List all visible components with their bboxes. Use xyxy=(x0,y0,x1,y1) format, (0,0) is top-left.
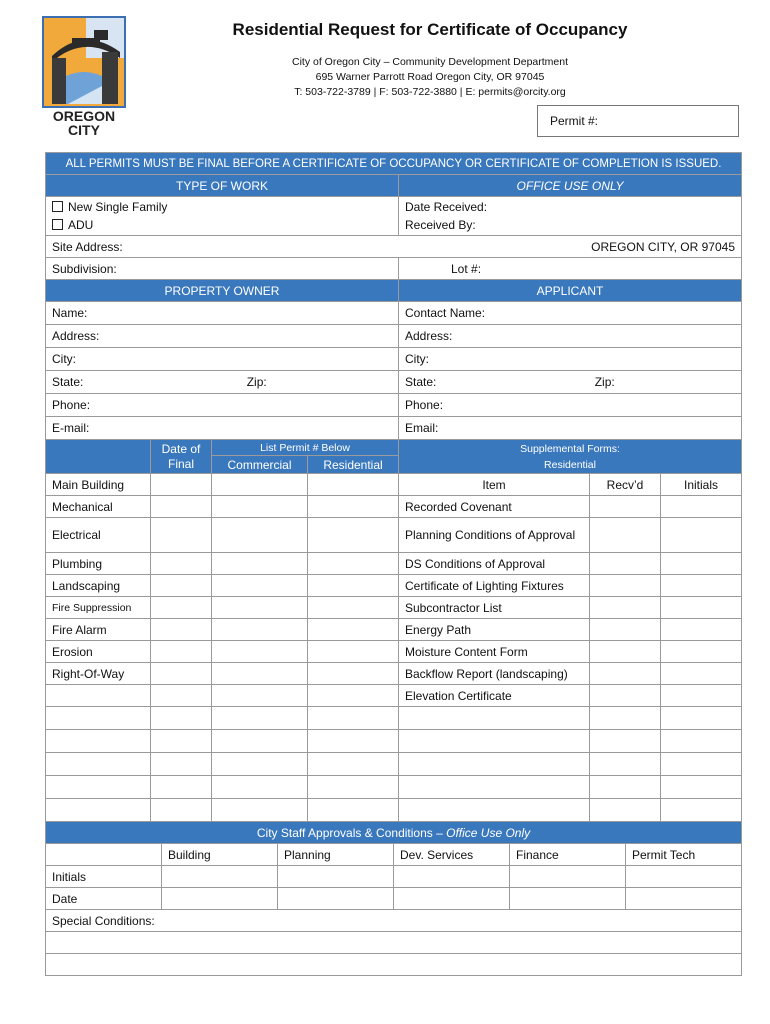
form-body xyxy=(45,152,741,976)
initials-cell[interactable] xyxy=(661,685,742,707)
item-column-header: Item xyxy=(399,474,590,496)
applicant-phone-field[interactable]: Phone: xyxy=(399,394,742,417)
blank-cell[interactable] xyxy=(46,799,151,822)
blank-cell[interactable] xyxy=(308,799,399,822)
planning-column-header: Planning xyxy=(278,844,394,866)
dev-services-column-header: Dev. Services xyxy=(394,844,510,866)
owner-name-field[interactable]: Name: xyxy=(46,302,399,325)
item-backflow-report: Backflow Report (landscaping) xyxy=(399,663,590,685)
commercial-header: Commercial xyxy=(212,456,308,474)
permit-row-blank[interactable] xyxy=(46,685,151,707)
recvd-cell[interactable] xyxy=(590,518,661,553)
work-type-options xyxy=(46,197,399,236)
recvd-cell[interactable] xyxy=(590,597,661,619)
received-by-field[interactable]: Received By: xyxy=(405,218,476,232)
applicant-state-label: State: xyxy=(405,375,437,389)
permit-row-main-building: Main Building xyxy=(46,474,151,496)
recvd-cell[interactable] xyxy=(590,496,661,518)
item-moisture-content: Moisture Content Form xyxy=(399,641,590,663)
item-subcontractor-list: Subcontractor List xyxy=(399,597,590,619)
residential-cell[interactable] xyxy=(308,619,399,641)
date-received-field[interactable]: Date Received: xyxy=(405,200,488,214)
applicant-heading: APPLICANT xyxy=(399,280,742,302)
blank-cell[interactable] xyxy=(212,799,308,822)
building-date-cell[interactable] xyxy=(162,888,278,910)
blank-cell[interactable] xyxy=(399,730,590,753)
applicant-name-field[interactable]: Contact Name: xyxy=(399,302,742,325)
blank-cell[interactable] xyxy=(212,730,308,753)
commercial-cell[interactable] xyxy=(212,685,308,707)
finance-initials-cell[interactable] xyxy=(510,866,626,888)
date-of-final-line1: Date of xyxy=(161,441,201,456)
blank-row xyxy=(46,753,742,776)
permit-row-fire-alarm: Fire Alarm xyxy=(46,619,151,641)
form-title: Residential Request for Certificate of Occupancy xyxy=(232,20,628,39)
applicant-email-field[interactable]: Email: xyxy=(399,417,742,440)
permit-type-header xyxy=(46,440,151,474)
date-cell[interactable] xyxy=(151,641,212,663)
contact-line: T: 503-722-3789 | F: 503-722-3880 | E: permits@orcity.org xyxy=(294,86,566,98)
new-single-family-option[interactable] xyxy=(52,198,392,216)
residential-cell[interactable] xyxy=(308,518,399,553)
blank-cell[interactable] xyxy=(661,707,742,730)
special-conditions-line[interactable] xyxy=(46,954,742,976)
commercial-cell[interactable] xyxy=(212,641,308,663)
permits-table xyxy=(45,439,742,822)
general-info-table xyxy=(45,152,742,440)
residential-header: Residential xyxy=(308,456,399,474)
address-line: 695 Warner Parrott Road Oregon City, OR 97045 xyxy=(315,71,545,83)
blank-cell[interactable] xyxy=(399,776,590,799)
item-elevation-certificate: Elevation Certificate xyxy=(399,685,590,707)
blank-cell[interactable] xyxy=(399,753,590,776)
blank-cell[interactable] xyxy=(661,799,742,822)
initials-cell[interactable] xyxy=(661,553,742,575)
blank-cell[interactable] xyxy=(151,776,212,799)
permit-row-mechanical: Mechanical xyxy=(46,496,151,518)
blank-cell[interactable] xyxy=(151,753,212,776)
permit-row-erosion: Erosion xyxy=(46,641,151,663)
site-city-text: OREGON CITY, OR 97045 xyxy=(591,239,736,254)
site-address-label: Site Address: xyxy=(52,239,123,254)
blank-cell[interactable] xyxy=(46,753,151,776)
blank-cell[interactable] xyxy=(661,776,742,799)
blank-cell[interactable] xyxy=(46,776,151,799)
blank-cell[interactable] xyxy=(399,707,590,730)
department-line: City of Oregon City – Community Development Department xyxy=(291,56,569,68)
recvd-cell[interactable] xyxy=(590,641,661,663)
date-of-final-header xyxy=(151,440,212,474)
recvd-cell[interactable] xyxy=(590,553,661,575)
staff-approvals-heading xyxy=(46,822,742,844)
permit-row-right-of-way: Right-Of-Way xyxy=(46,663,151,685)
date-cell[interactable] xyxy=(151,496,212,518)
supplemental-line2: Residential xyxy=(544,458,596,471)
applicant-zip-label: Zip: xyxy=(594,375,615,389)
staff-corner-cell xyxy=(46,844,162,866)
date-cell[interactable] xyxy=(151,575,212,597)
initials-column-header: Initials xyxy=(661,474,742,496)
blank-cell[interactable] xyxy=(151,730,212,753)
subdivision-field[interactable]: Subdivision: xyxy=(46,258,399,280)
item-energy-path: Energy Path xyxy=(399,619,590,641)
date-cell[interactable] xyxy=(151,553,212,575)
blank-cell[interactable] xyxy=(399,799,590,822)
blank-cell[interactable] xyxy=(151,799,212,822)
owner-phone-field[interactable]: Phone: xyxy=(46,394,399,417)
item-planning-conditions: Planning Conditions of Approval xyxy=(399,518,590,553)
adu-label: ADU xyxy=(68,218,94,232)
permit-tech-initials-cell[interactable] xyxy=(626,866,742,888)
owner-address-field[interactable]: Address: xyxy=(46,325,399,348)
svg-text:CITY: CITY xyxy=(68,122,100,138)
residential-cell[interactable] xyxy=(308,685,399,707)
blank-cell[interactable] xyxy=(308,776,399,799)
date-cell[interactable] xyxy=(151,597,212,619)
commercial-cell[interactable] xyxy=(212,619,308,641)
date-cell[interactable] xyxy=(151,619,212,641)
initials-cell[interactable] xyxy=(661,518,742,553)
blank-cell[interactable] xyxy=(308,730,399,753)
blank-cell[interactable] xyxy=(590,799,661,822)
supplemental-forms-header xyxy=(399,440,742,474)
item-recorded-covenant: Recorded Covenant xyxy=(399,496,590,518)
blank-cell[interactable] xyxy=(590,730,661,753)
list-permit-header: List Permit # Below xyxy=(212,440,399,456)
residential-cell[interactable] xyxy=(308,641,399,663)
initials-cell[interactable] xyxy=(661,496,742,518)
recvd-cell[interactable] xyxy=(590,619,661,641)
residential-cell[interactable] xyxy=(308,575,399,597)
oregon-city-logo xyxy=(42,16,126,138)
blank-cell[interactable] xyxy=(661,753,742,776)
dev-services-initials-cell[interactable] xyxy=(394,866,510,888)
adu-checkbox[interactable] xyxy=(52,219,63,230)
date-cell[interactable] xyxy=(151,474,212,496)
permit-row-plumbing: Plumbing xyxy=(46,553,151,575)
blank-cell[interactable] xyxy=(212,776,308,799)
permit-row-fire-suppression: Fire Suppression xyxy=(46,597,151,619)
owner-city-field[interactable]: City: xyxy=(46,348,399,371)
initials-cell[interactable] xyxy=(661,575,742,597)
commercial-cell[interactable] xyxy=(212,553,308,575)
blank-cell[interactable] xyxy=(308,707,399,730)
new-single-family-label: New Single Family xyxy=(68,200,168,214)
blank-cell[interactable] xyxy=(308,753,399,776)
special-conditions-field[interactable]: Special Conditions: xyxy=(46,910,742,932)
planning-initials-cell[interactable] xyxy=(278,866,394,888)
recvd-cell[interactable] xyxy=(590,575,661,597)
building-column-header: Building xyxy=(162,844,278,866)
property-owner-heading: PROPERTY OWNER xyxy=(46,280,399,302)
residential-cell[interactable] xyxy=(308,663,399,685)
initials-row-label: Initials xyxy=(46,866,162,888)
dev-services-date-cell[interactable] xyxy=(394,888,510,910)
blank-cell[interactable] xyxy=(151,707,212,730)
type-of-work-heading: TYPE OF WORK xyxy=(46,175,399,197)
blank-cell[interactable] xyxy=(46,707,151,730)
applicant-city-field[interactable]: City: xyxy=(399,348,742,371)
lot-number-field[interactable] xyxy=(399,258,742,280)
planning-date-cell[interactable] xyxy=(278,888,394,910)
new-single-family-checkbox[interactable] xyxy=(52,201,63,212)
date-row-label: Date xyxy=(46,888,162,910)
date-cell[interactable] xyxy=(151,518,212,553)
building-initials-cell[interactable] xyxy=(162,866,278,888)
blank-cell[interactable] xyxy=(590,707,661,730)
finance-date-cell[interactable] xyxy=(510,888,626,910)
date-cell[interactable] xyxy=(151,685,212,707)
initials-cell[interactable] xyxy=(661,619,742,641)
date-of-final-line2: Final xyxy=(167,456,194,471)
permit-number-label: Permit #: xyxy=(550,114,599,128)
svg-text:OREGON: OREGON xyxy=(52,108,116,124)
office-use-only-heading: OFFICE USE ONLY xyxy=(399,175,742,197)
owner-state-zip-field[interactable] xyxy=(46,371,399,394)
item-ds-conditions: DS Conditions of Approval xyxy=(399,553,590,575)
permit-tech-date-cell[interactable] xyxy=(626,888,742,910)
commercial-cell[interactable] xyxy=(212,575,308,597)
commercial-cell[interactable] xyxy=(212,518,308,553)
blank-row xyxy=(46,707,742,730)
office-fields xyxy=(399,197,742,236)
permit-row-landscaping: Landscaping xyxy=(46,575,151,597)
owner-state-label: State: xyxy=(52,375,84,389)
residential-cell[interactable] xyxy=(308,496,399,518)
blank-cell[interactable] xyxy=(590,776,661,799)
blank-row xyxy=(46,799,742,822)
residential-cell[interactable] xyxy=(308,474,399,496)
permit-number-field[interactable] xyxy=(537,105,739,137)
lot-number-label: Lot #: xyxy=(451,261,482,276)
supplemental-line1: Supplemental Forms: xyxy=(520,442,620,455)
item-lighting-fixtures: Certificate of Lighting Fixtures xyxy=(399,575,590,597)
staff-heading-italic: Office Use Only xyxy=(446,825,531,840)
residential-cell[interactable] xyxy=(308,553,399,575)
commercial-cell[interactable] xyxy=(212,474,308,496)
initials-cell[interactable] xyxy=(661,597,742,619)
blank-cell[interactable] xyxy=(590,753,661,776)
commercial-cell[interactable] xyxy=(212,597,308,619)
blank-row xyxy=(46,730,742,753)
owner-zip-label: Zip: xyxy=(246,375,267,389)
adu-option[interactable] xyxy=(52,216,392,234)
site-address-field[interactable] xyxy=(46,236,742,258)
blank-cell[interactable] xyxy=(46,730,151,753)
special-conditions-line[interactable] xyxy=(46,932,742,954)
recvd-column-header: Recv’d xyxy=(590,474,661,496)
finance-column-header: Finance xyxy=(510,844,626,866)
blank-cell[interactable] xyxy=(212,707,308,730)
staff-approvals-table xyxy=(45,821,742,976)
date-cell[interactable] xyxy=(151,663,212,685)
recvd-cell[interactable] xyxy=(590,663,661,685)
applicant-state-zip-field[interactable] xyxy=(399,371,742,394)
permit-tech-column-header: Permit Tech xyxy=(626,844,742,866)
initials-cell[interactable] xyxy=(661,663,742,685)
staff-heading-main: City Staff Approvals & Conditions – xyxy=(256,825,447,840)
residential-cell[interactable] xyxy=(308,597,399,619)
commercial-cell[interactable] xyxy=(212,496,308,518)
blank-cell[interactable] xyxy=(661,730,742,753)
final-permits-banner: ALL PERMITS MUST BE FINAL BEFORE A CERTIFICATE OF OCCUPANCY OR CERTIFICATE OF COMPLETION IS ISSUED. xyxy=(46,153,742,175)
blank-row xyxy=(46,776,742,799)
blank-cell[interactable] xyxy=(212,753,308,776)
initials-cell[interactable] xyxy=(661,641,742,663)
commercial-cell[interactable] xyxy=(212,663,308,685)
applicant-address-field[interactable]: Address: xyxy=(399,325,742,348)
recvd-cell[interactable] xyxy=(590,685,661,707)
owner-email-field[interactable]: E-mail: xyxy=(46,417,399,440)
permit-row-electrical: Electrical xyxy=(46,518,151,553)
